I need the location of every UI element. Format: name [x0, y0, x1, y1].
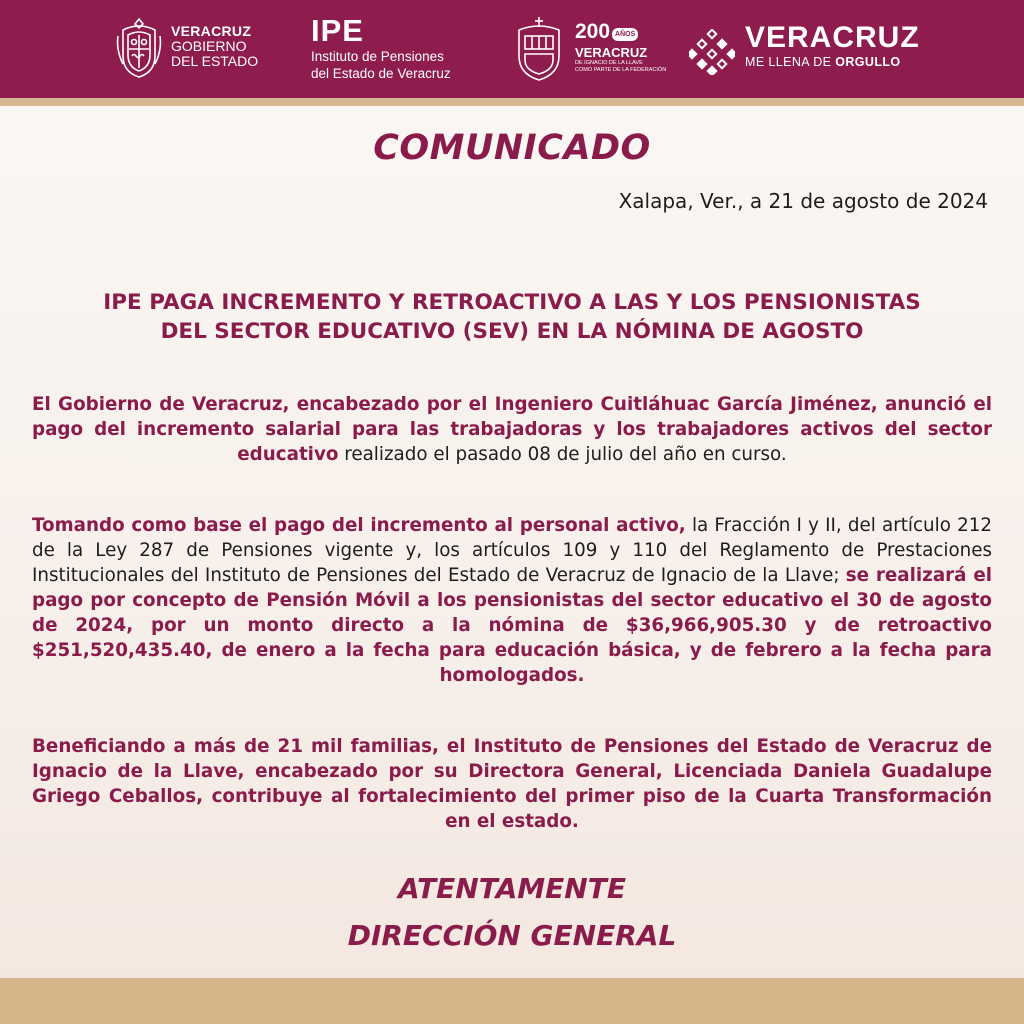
paragraph-2-highlight-b: se realizará el pago por concepto de Pensión Móvil a los pensionistas del sector educativo el 30 de agosto de 2024, por un monto directo a la nómina de $36,966,905.30 y de retroactivo $251,520,435.40, de enero a la fecha para educación básica, y de febrero a la fecha para homologados. [32, 565, 992, 686]
ipe-logo [311, 14, 451, 82]
gobierno-line-3: DEL ESTADO [171, 53, 259, 69]
page-title: COMUNICADO [373, 128, 651, 168]
footer-gold-bar [0, 978, 1024, 1024]
anniversary-number: 200 [575, 20, 611, 43]
paragraph-1 [32, 392, 992, 467]
anniversary-sub-2: COMO PARTE DE LA FEDERACIÓN [575, 67, 667, 73]
gobierno-line-2: GOBIERNO [171, 38, 247, 54]
veracruz-brand-logo [745, 22, 920, 70]
veracruz-knot-icon [689, 29, 735, 75]
paragraph-2 [32, 513, 992, 688]
header-banner [0, 0, 1024, 98]
headline [30, 288, 994, 346]
document-date: Xalapa, Ver., a 21 de agosto de 2024 [618, 189, 988, 213]
headline-line-1: IPE PAGA INCREMENTO Y RETROACTIVO A LAS Y LOS PENSIONISTAS [103, 290, 921, 315]
paragraph-1-rest: realizado el pasado 08 de julio del año en curso. [338, 444, 787, 465]
paragraph-2-rest: la Fracción I y II, del artículo 212 de la Ley 287 de Pensiones vigente y, los artículos 109 y 110 del Reglamento de Prestaciones Institucionales del Instituto de Pensiones del Estado de Veracruz de Ignacio de la Llave; [32, 515, 993, 586]
paragraph-3-text: Beneficiando a más de 21 mil familias, el Instituto de Pensiones del Estado de Veracruz de Ignacio de la Llave, encabezado por su Directora General, Licenciada Daniela Guadalupe Griego Ceballos, contribuye al fortalecimiento del primer piso de la Cuarta Transformación en el estado. [32, 736, 992, 832]
anniversary-sub-1: DE IGNACIO DE LA LLAVE [575, 60, 643, 66]
header-gold-stripe [0, 98, 1024, 106]
brand-slogan-a: ME LLENA DE [745, 55, 836, 69]
paragraph-1-highlight: El Gobierno de Veracruz, encabezado por el Ingeniero Cuitláhuac García Jiménez, anunció el pago del incremento salarial para las trabajadoras y los trabajadores activos del sector educativo [32, 394, 992, 465]
gobierno-logo-text [171, 24, 258, 69]
headline-line-2: DEL SECTOR EDUCATIVO (SEV) EN LA NÓMINA DE AGOSTO [160, 319, 864, 344]
anniversary-name: VERACRUZ [575, 45, 648, 60]
gobierno-emblem-icon [114, 16, 164, 80]
paragraph-3 [32, 734, 992, 834]
signature: DIRECCIÓN GENERAL [347, 919, 677, 952]
closing-salutation: ATENTAMENTE [398, 872, 626, 905]
ipe-acronym: IPE [311, 13, 364, 48]
anniversary-logo [575, 20, 667, 74]
gobierno-line-1: VERACRUZ [171, 23, 252, 39]
ipe-name-line-2: del Estado de Veracruz [311, 66, 451, 81]
brand-slogan [745, 54, 920, 70]
brand-name: VERACRUZ [745, 21, 920, 54]
anniversary-shield-icon [513, 16, 565, 82]
brand-slogan-b: ORGULLO [835, 55, 901, 69]
anniversary-tag: AÑOS [612, 28, 638, 41]
paragraph-2-highlight-a: Tomando como base el pago del incremento al personal activo, [32, 515, 686, 536]
ipe-name-line-1: Instituto de Pensiones [311, 49, 444, 64]
